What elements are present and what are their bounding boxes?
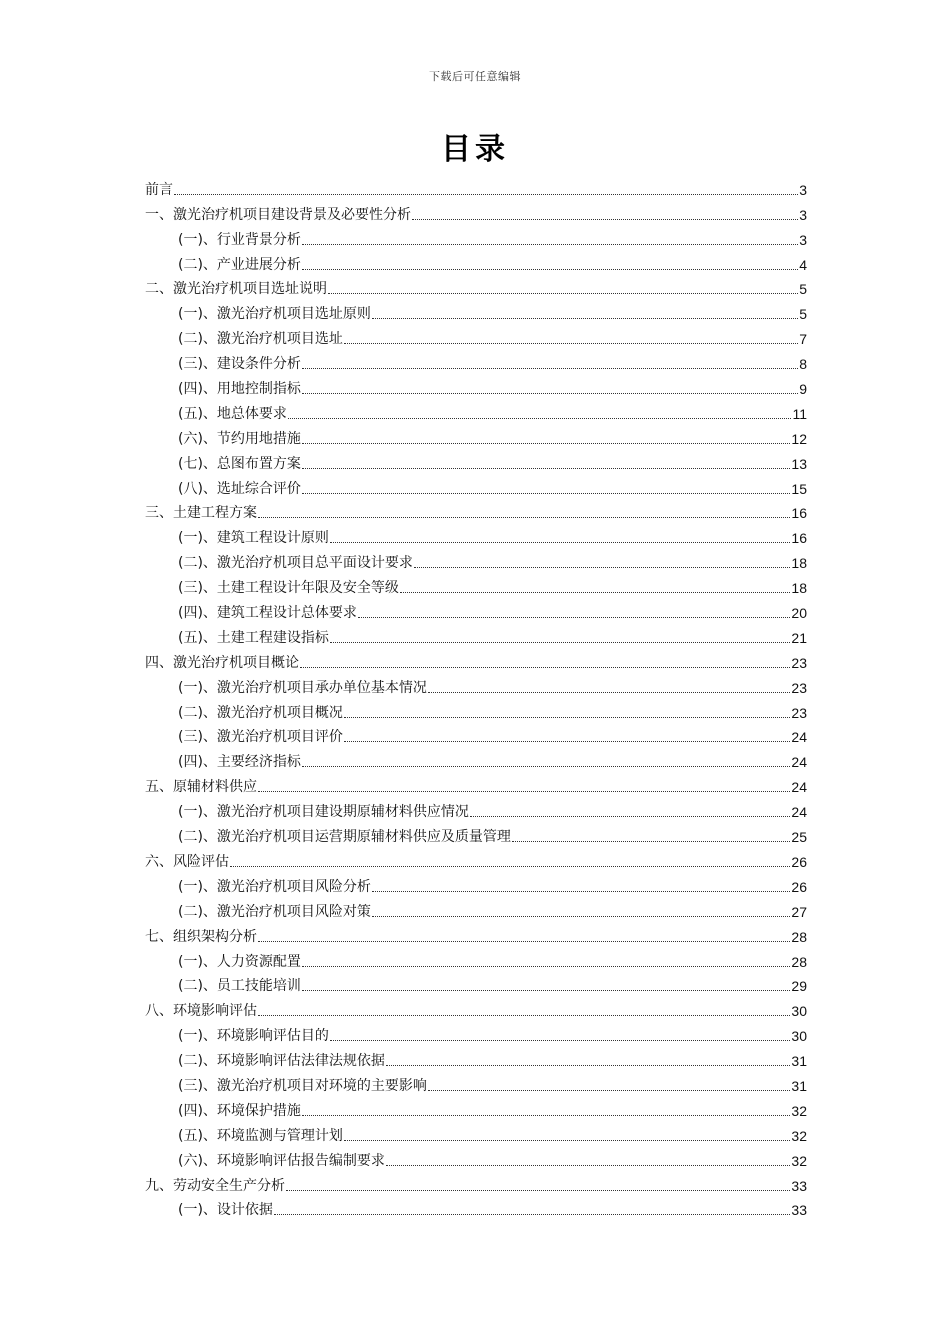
toc-dot-leader bbox=[302, 1115, 790, 1116]
toc-entry-page-number: 3 bbox=[799, 181, 807, 198]
toc-entry-page-number: 31 bbox=[791, 1053, 807, 1070]
toc-entry-label: 四、激光治疗机项目概论 bbox=[145, 654, 299, 671]
toc-entry-page-number: 32 bbox=[791, 1127, 807, 1144]
toc-entry-label: (三)、土建工程设计年限及安全等级 bbox=[178, 580, 399, 597]
toc-entry-page-number: 30 bbox=[791, 1003, 807, 1020]
toc-entry-label: (三)、激光治疗机项目评价 bbox=[178, 729, 343, 746]
toc-entry[interactable] bbox=[145, 176, 807, 201]
toc-entry-label: (五)、地总体要求 bbox=[178, 405, 287, 422]
toc-dot-leader bbox=[302, 393, 798, 394]
toc-entry-label: (六)、节约用地措施 bbox=[178, 430, 301, 447]
toc-entry-label: 一、激光治疗机项目建设背景及必要性分析 bbox=[145, 206, 411, 223]
toc-entry[interactable] bbox=[145, 923, 807, 948]
toc-entry-page-number: 32 bbox=[791, 1152, 807, 1169]
toc-entry-page-number: 4 bbox=[799, 256, 807, 273]
toc-entry[interactable] bbox=[145, 251, 807, 276]
toc-entry-label: 二、激光治疗机项目选址说明 bbox=[145, 281, 327, 298]
toc-entry-label: 三、土建工程方案 bbox=[145, 505, 257, 522]
toc-dot-leader bbox=[330, 542, 790, 543]
toc-dot-leader bbox=[302, 493, 790, 494]
toc-dot-leader bbox=[300, 667, 790, 668]
toc-entry[interactable] bbox=[145, 300, 807, 325]
toc-dot-leader bbox=[428, 692, 790, 693]
toc-entry[interactable] bbox=[145, 450, 807, 475]
toc-entry[interactable] bbox=[145, 699, 807, 724]
toc-entry[interactable] bbox=[145, 524, 807, 549]
toc-entry[interactable] bbox=[145, 798, 807, 823]
toc-entry-page-number: 24 bbox=[791, 729, 807, 746]
toc-dot-leader bbox=[344, 343, 798, 344]
toc-entry-page-number: 13 bbox=[791, 455, 807, 472]
toc-entry-label: (三)、激光治疗机项目对环境的主要影响 bbox=[178, 1077, 427, 1094]
toc-entry-label: (一)、设计依据 bbox=[178, 1202, 273, 1219]
toc-dot-leader bbox=[288, 418, 792, 419]
toc-entry-page-number: 26 bbox=[791, 878, 807, 895]
toc-entry[interactable] bbox=[145, 1122, 807, 1147]
toc-entry[interactable] bbox=[145, 1072, 807, 1097]
toc-dot-leader bbox=[286, 1190, 790, 1191]
toc-entry-page-number: 32 bbox=[791, 1102, 807, 1119]
toc-dot-leader bbox=[302, 443, 790, 444]
toc-dot-leader bbox=[174, 194, 798, 195]
toc-entry-page-number: 23 bbox=[791, 679, 807, 696]
toc-entry-label: (二)、激光治疗机项目风险对策 bbox=[178, 903, 371, 920]
toc-entry-label: (二)、激光治疗机项目运营期原辅材料供应及质量管理 bbox=[178, 829, 511, 846]
toc-dot-leader bbox=[302, 990, 790, 991]
toc-dot-leader bbox=[230, 866, 790, 867]
toc-dot-leader bbox=[302, 368, 798, 369]
toc-entry-page-number: 9 bbox=[799, 381, 807, 398]
toc-entry-label: (二)、激光治疗机项目选址 bbox=[178, 331, 343, 348]
toc-entry-label: (三)、建设条件分析 bbox=[178, 356, 301, 373]
toc-entry-page-number: 29 bbox=[791, 978, 807, 995]
toc-entry[interactable] bbox=[145, 1147, 807, 1172]
toc-dot-leader bbox=[358, 617, 790, 618]
toc-dot-leader bbox=[302, 966, 790, 967]
toc-entry[interactable] bbox=[145, 226, 807, 251]
toc-entry[interactable] bbox=[145, 1172, 807, 1197]
toc-entry-label: (二)、激光治疗机项目概况 bbox=[178, 704, 343, 721]
toc-entry-page-number: 18 bbox=[791, 555, 807, 572]
toc-dot-leader bbox=[258, 517, 790, 518]
toc-entry-label: (一)、激光治疗机项目风险分析 bbox=[178, 878, 371, 895]
toc-entry-page-number: 33 bbox=[791, 1177, 807, 1194]
toc-entry[interactable] bbox=[145, 500, 807, 525]
toc-entry-page-number: 12 bbox=[791, 430, 807, 447]
toc-dot-leader bbox=[302, 766, 790, 767]
toc-entry-label: (一)、激光治疗机项目选址原则 bbox=[178, 306, 371, 323]
toc-dot-leader bbox=[330, 1040, 790, 1041]
toc-entry-label: (六)、环境影响评估报告编制要求 bbox=[178, 1152, 385, 1169]
toc-entry-page-number: 25 bbox=[791, 829, 807, 846]
toc-dot-leader bbox=[400, 592, 790, 593]
toc-dot-leader bbox=[302, 244, 798, 245]
toc-dot-leader bbox=[344, 741, 790, 742]
toc-entry-label: (八)、选址综合评价 bbox=[178, 480, 301, 497]
toc-entry[interactable] bbox=[145, 973, 807, 998]
toc-entry-label: (五)、环境监测与管理计划 bbox=[178, 1127, 343, 1144]
toc-dot-leader bbox=[414, 567, 790, 568]
toc-entry-page-number: 23 bbox=[791, 704, 807, 721]
toc-dot-leader bbox=[344, 1140, 790, 1141]
toc-entry-page-number: 31 bbox=[791, 1077, 807, 1094]
toc-entry-page-number: 24 bbox=[791, 804, 807, 821]
toc-entry[interactable] bbox=[145, 823, 807, 848]
toc-entry-page-number: 3 bbox=[799, 231, 807, 248]
toc-entry[interactable] bbox=[145, 549, 807, 574]
toc-entry[interactable] bbox=[145, 475, 807, 500]
toc-entry-page-number: 20 bbox=[791, 605, 807, 622]
toc-entry-label: (四)、用地控制指标 bbox=[178, 381, 301, 398]
toc-dot-leader bbox=[512, 841, 790, 842]
toc-dot-leader bbox=[258, 1015, 790, 1016]
toc-dot-leader bbox=[372, 916, 790, 917]
toc-entry-label: 五、原辅材料供应 bbox=[145, 779, 257, 796]
toc-dot-leader bbox=[412, 219, 798, 220]
toc-dot-leader bbox=[344, 717, 790, 718]
toc-entry-label: (二)、产业进展分析 bbox=[178, 256, 301, 273]
toc-entry-page-number: 21 bbox=[791, 629, 807, 646]
toc-entry-label: 九、劳动安全生产分析 bbox=[145, 1177, 285, 1194]
toc-entry-label: (二)、员工技能培训 bbox=[178, 978, 301, 995]
toc-entry[interactable] bbox=[145, 276, 807, 301]
toc-entry-page-number: 24 bbox=[791, 754, 807, 771]
toc-entry-page-number: 18 bbox=[791, 580, 807, 597]
table-of-contents bbox=[145, 176, 807, 1221]
toc-entry[interactable] bbox=[145, 773, 807, 798]
toc-entry[interactable] bbox=[145, 748, 807, 773]
toc-entry-label: 七、组织架构分析 bbox=[145, 928, 257, 945]
toc-entry-page-number: 8 bbox=[799, 356, 807, 373]
toc-dot-leader bbox=[328, 293, 798, 294]
toc-entry[interactable] bbox=[145, 350, 807, 375]
toc-entry-page-number: 23 bbox=[791, 654, 807, 671]
toc-entry[interactable] bbox=[145, 1097, 807, 1122]
toc-entry-page-number: 27 bbox=[791, 903, 807, 920]
toc-entry[interactable] bbox=[145, 599, 807, 624]
toc-entry-label: (一)、建筑工程设计原则 bbox=[178, 530, 329, 547]
toc-entry-page-number: 11 bbox=[792, 405, 807, 422]
toc-entry-page-number: 16 bbox=[791, 505, 807, 522]
toc-dot-leader bbox=[258, 941, 790, 942]
toc-dot-leader bbox=[302, 269, 798, 270]
toc-entry[interactable] bbox=[145, 873, 807, 898]
toc-entry-label: (二)、激光治疗机项目总平面设计要求 bbox=[178, 555, 413, 572]
toc-entry[interactable] bbox=[145, 1047, 807, 1072]
toc-entry[interactable] bbox=[145, 898, 807, 923]
toc-dot-leader bbox=[258, 791, 790, 792]
toc-entry[interactable] bbox=[145, 674, 807, 699]
toc-entry[interactable] bbox=[145, 201, 807, 226]
toc-dot-leader bbox=[386, 1165, 790, 1166]
toc-entry-page-number: 30 bbox=[791, 1028, 807, 1045]
toc-entry[interactable] bbox=[145, 848, 807, 873]
toc-entry-page-number: 15 bbox=[791, 480, 807, 497]
toc-entry-label: (四)、建筑工程设计总体要求 bbox=[178, 605, 357, 622]
toc-entry[interactable] bbox=[145, 325, 807, 350]
toc-entry[interactable] bbox=[145, 1197, 807, 1222]
toc-dot-leader bbox=[470, 816, 790, 817]
toc-entry-label: (一)、激光治疗机项目建设期原辅材料供应情况 bbox=[178, 804, 469, 821]
toc-entry[interactable] bbox=[145, 997, 807, 1022]
toc-entry[interactable] bbox=[145, 400, 807, 425]
toc-entry-page-number: 16 bbox=[791, 530, 807, 547]
toc-entry-label: (一)、激光治疗机项目承办单位基本情况 bbox=[178, 679, 427, 696]
toc-entry[interactable] bbox=[145, 649, 807, 674]
toc-entry-label: (一)、人力资源配置 bbox=[178, 953, 301, 970]
toc-entry[interactable] bbox=[145, 624, 807, 649]
toc-entry-label: (二)、环境影响评估法律法规依据 bbox=[178, 1053, 385, 1070]
toc-entry-page-number: 28 bbox=[791, 953, 807, 970]
toc-entry-page-number: 7 bbox=[799, 331, 807, 348]
toc-entry-page-number: 5 bbox=[799, 281, 807, 298]
header-note: 下载后可任意编辑 bbox=[429, 70, 521, 83]
toc-dot-leader bbox=[302, 468, 790, 469]
toc-entry[interactable] bbox=[145, 1022, 807, 1047]
toc-entry-page-number: 3 bbox=[799, 206, 807, 223]
toc-entry-page-number: 33 bbox=[791, 1202, 807, 1219]
page-title: 目录 bbox=[441, 132, 509, 167]
toc-entry-label: (七)、总图布置方案 bbox=[178, 455, 301, 472]
toc-entry-label: (四)、主要经济指标 bbox=[178, 754, 301, 771]
toc-entry[interactable] bbox=[145, 948, 807, 973]
toc-dot-leader bbox=[274, 1214, 790, 1215]
toc-entry-label: 六、风险评估 bbox=[145, 853, 229, 870]
toc-entry-label: (一)、环境影响评估目的 bbox=[178, 1028, 329, 1045]
toc-entry-page-number: 24 bbox=[791, 779, 807, 796]
toc-entry-label: 前言 bbox=[145, 181, 173, 198]
toc-entry[interactable] bbox=[145, 375, 807, 400]
toc-entry-label: (一)、行业背景分析 bbox=[178, 231, 301, 248]
toc-dot-leader bbox=[330, 642, 790, 643]
toc-entry[interactable] bbox=[145, 724, 807, 749]
toc-entry-label: (五)、土建工程建设指标 bbox=[178, 629, 329, 646]
toc-entry-label: (四)、环境保护措施 bbox=[178, 1102, 301, 1119]
toc-dot-leader bbox=[428, 1090, 790, 1091]
toc-entry[interactable] bbox=[145, 574, 807, 599]
toc-entry-page-number: 28 bbox=[791, 928, 807, 945]
toc-entry[interactable] bbox=[145, 425, 807, 450]
toc-entry-label: 八、环境影响评估 bbox=[145, 1003, 257, 1020]
toc-dot-leader bbox=[372, 318, 798, 319]
toc-dot-leader bbox=[386, 1065, 790, 1066]
toc-entry-page-number: 5 bbox=[799, 306, 807, 323]
toc-dot-leader bbox=[372, 891, 790, 892]
toc-entry-page-number: 26 bbox=[791, 853, 807, 870]
